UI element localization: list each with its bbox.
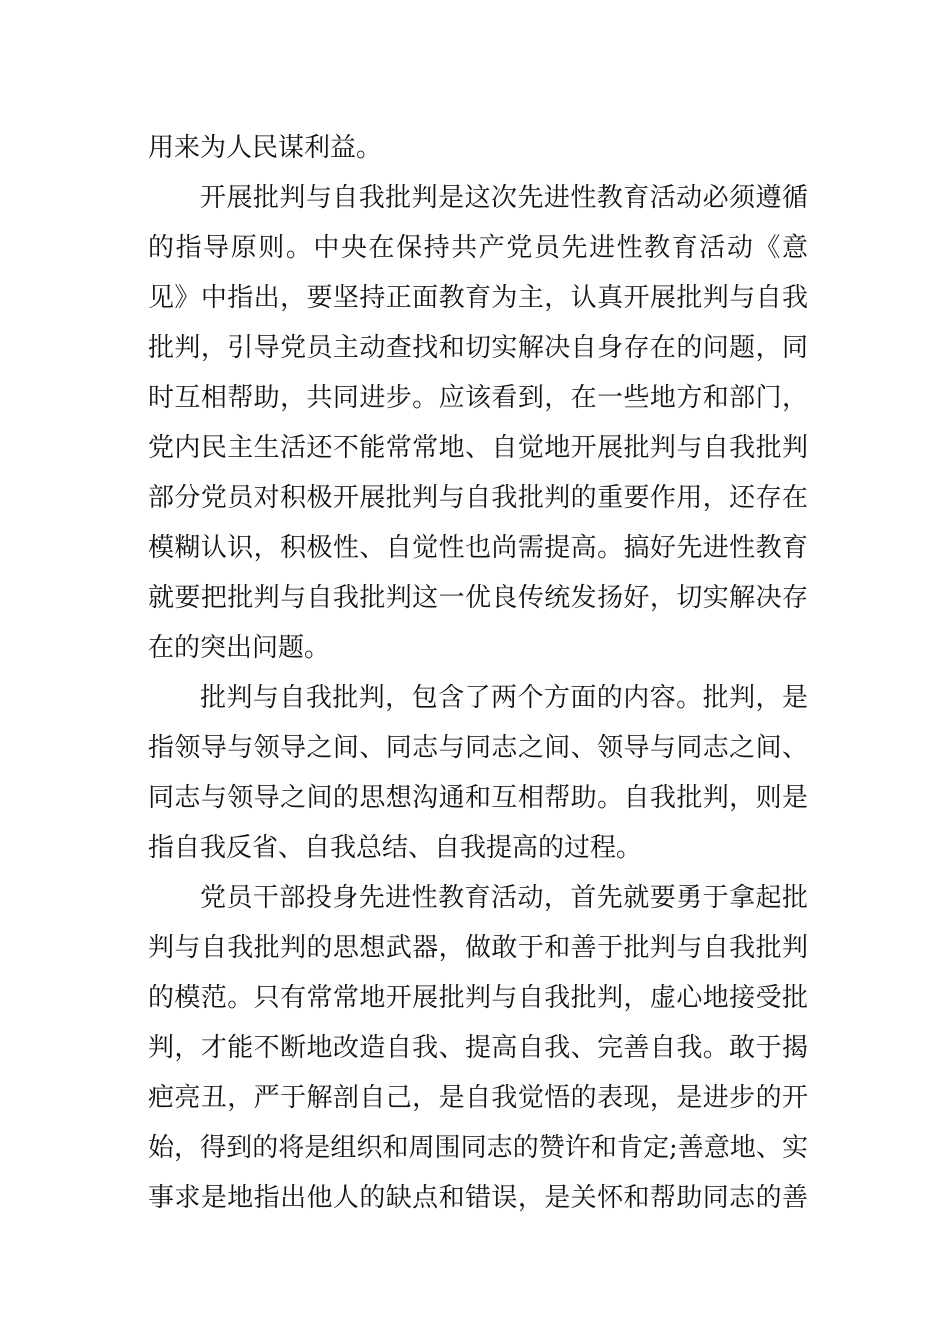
text-line: 始，得到的将是组织和周围同志的赞许和肯定;善意地、实 <box>148 1133 808 1163</box>
text-line: 批判，引导党员主动查找和切实解决自身存在的问题，同 <box>148 333 808 363</box>
text-line: 的模范。只有常常地开展批判与自我批判，虚心地接受批 <box>148 983 808 1013</box>
text-line: 同志与领导之间的思想沟通和互相帮助。自我批判，则是 <box>148 783 808 813</box>
text-line: 疤亮丑，严于解剖自己，是自我觉悟的表现，是进步的开 <box>148 1083 808 1113</box>
paragraph-first-line: 党员干部投身先进性教育活动，首先就要勇于拿起批 <box>200 883 808 913</box>
text-line: 模糊认识，积极性、自觉性也尚需提高。搞好先进性教育 <box>148 533 808 563</box>
text-line: 的指导原则。中央在保持共产党员先进性教育活动《意 <box>148 233 808 263</box>
text-line: 时互相帮助，共同进步。应该看到，在一些地方和部门， <box>148 383 808 413</box>
text-line: 就要把批判与自我批判这一优良传统发扬好，切实解决存 <box>148 583 808 613</box>
text-line: 见》中指出，要坚持正面教育为主，认真开展批判与自我 <box>148 283 808 313</box>
text-line: 指自我反省、自我总结、自我提高的过程。 <box>148 833 643 863</box>
text-line: 党内民主生活还不能常常地、自觉地开展批判与自我批判 <box>148 433 808 463</box>
text-line: 事求是地指出他人的缺点和错误，是关怀和帮助同志的善 <box>148 1183 808 1213</box>
text-line: 判与自我批判的思想武器，做敢于和善于批判与自我批判 <box>148 933 808 963</box>
text-line: 用来为人民谋利益。 <box>148 133 383 163</box>
paragraph-first-line: 批判与自我批判，包含了两个方面的内容。批判，是 <box>200 683 808 713</box>
text-line: 部分党员对积极开展批判与自我批判的重要作用，还存在 <box>148 483 808 513</box>
text-line: 在的突出问题。 <box>148 633 331 663</box>
text-line: 判，才能不断地改造自我、提高自我、完善自我。敢于揭 <box>148 1033 808 1063</box>
paragraph-first-line: 开展批判与自我批判是这次先进性教育活动必须遵循 <box>200 183 808 213</box>
text-line: 指领导与领导之间、同志与同志之间、领导与同志之间、 <box>148 733 808 763</box>
